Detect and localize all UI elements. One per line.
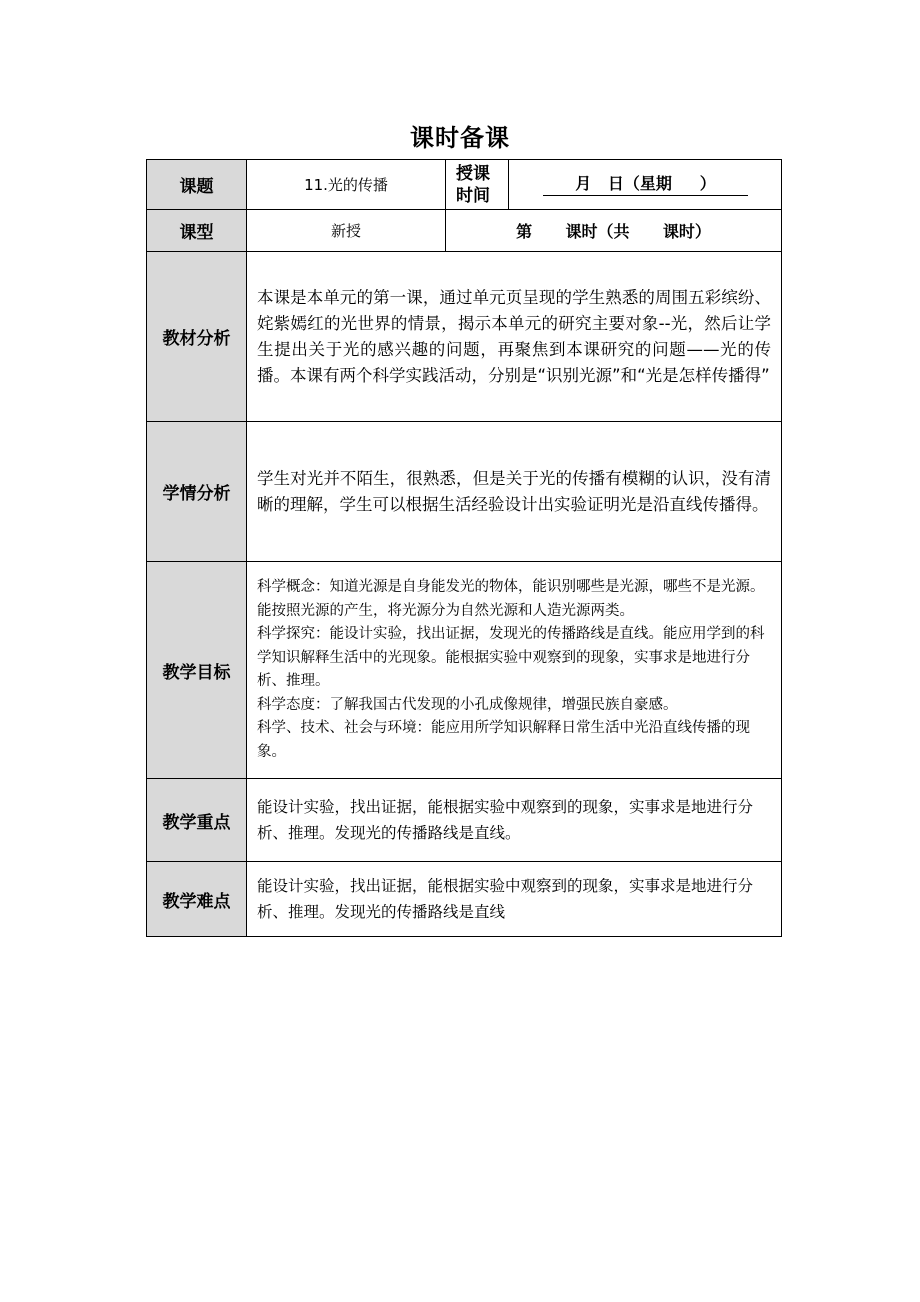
difficult-points-text: 能设计实验，找出证据，能根据实验中观察到的现象，实事求是地进行分析、推理。发现光的传播路线是直线 [257, 877, 754, 921]
objective-stse: 科学、技术、社会与环境：能应用所学知识解释日常生活中光沿直线传播的现象。 [257, 720, 750, 760]
students-label: 学情分析 [147, 422, 247, 562]
materials-row [147, 252, 782, 422]
materials-text: 本课是本单元的第一课，通过单元页呈现的学生熟悉的周围五彩缤纷、姹紫嫣红的光世界的情景，揭示本单元的研究主要对象--光，然后让学生提出关于光的感兴趣的问题，再聚焦到本课研究的问题——光的传播。本课有两个科学实践活动，分别是“识别光源”和“光是怎样传播得” [257, 287, 771, 385]
objectives-list [247, 576, 781, 764]
objective-attitude: 科学态度：了解我国古代发现的小孔成像规律，增强民族自豪感。 [257, 696, 678, 713]
objectives-row [147, 562, 782, 779]
type-value: 新授 [247, 210, 446, 252]
topic-label: 课题 [147, 160, 247, 210]
difficult-points-label: 教学难点 [147, 862, 247, 937]
page-title: 课时备课 [410, 124, 510, 152]
topic-value: 11.光的传播 [247, 160, 446, 210]
key-points-text: 能设计实验，找出证据，能根据实验中观察到的现象，实事求是地进行分析、推理。发现光的传播路线是直线。 [257, 798, 754, 842]
type-label: 课型 [147, 210, 247, 252]
materials-cell [247, 252, 782, 422]
objectives-label: 教学目标 [147, 562, 247, 779]
objectives-cell [247, 562, 782, 779]
key-points-cell [247, 779, 782, 862]
topic-row [147, 160, 782, 210]
difficult-points-row [147, 862, 782, 937]
lesson-plan-table [146, 159, 782, 937]
difficult-points-cell [247, 862, 782, 937]
objective-concept: 科学概念：知道光源是自身能发光的物体，能识别哪些是光源，哪些不是光源。能按照光源的产生，将光源分为自然光源和人造光源两类。 [257, 579, 765, 619]
key-points-row [147, 779, 782, 862]
students-cell [247, 422, 782, 562]
objective-inquiry: 科学探究：能设计实验，找出证据，发现光的传播路线是直线。能应用学到的科学知识解释生活中的光现象。能根据实验中观察到的现象，实事求是地进行分析、推理。 [257, 626, 765, 689]
materials-label: 教材分析 [147, 252, 247, 422]
time-label-cell [446, 160, 509, 210]
time-label-line2: 时间 [456, 185, 490, 206]
students-row [147, 422, 782, 562]
type-row [147, 210, 782, 252]
lesson-hours: 第 课时（共 课时） [446, 210, 782, 252]
students-text: 学生对光并不陌生，很熟悉，但是关于光的传播有模糊的认识，没有清晰的理解，学生可以根据生活经验设计出实验证明光是沿直线传播得。 [257, 468, 771, 514]
key-points-label: 教学重点 [147, 779, 247, 862]
date-value: 月 日（星期 ） [543, 173, 748, 196]
date-cell [509, 160, 782, 210]
time-label-line1: 授课 [456, 163, 490, 184]
